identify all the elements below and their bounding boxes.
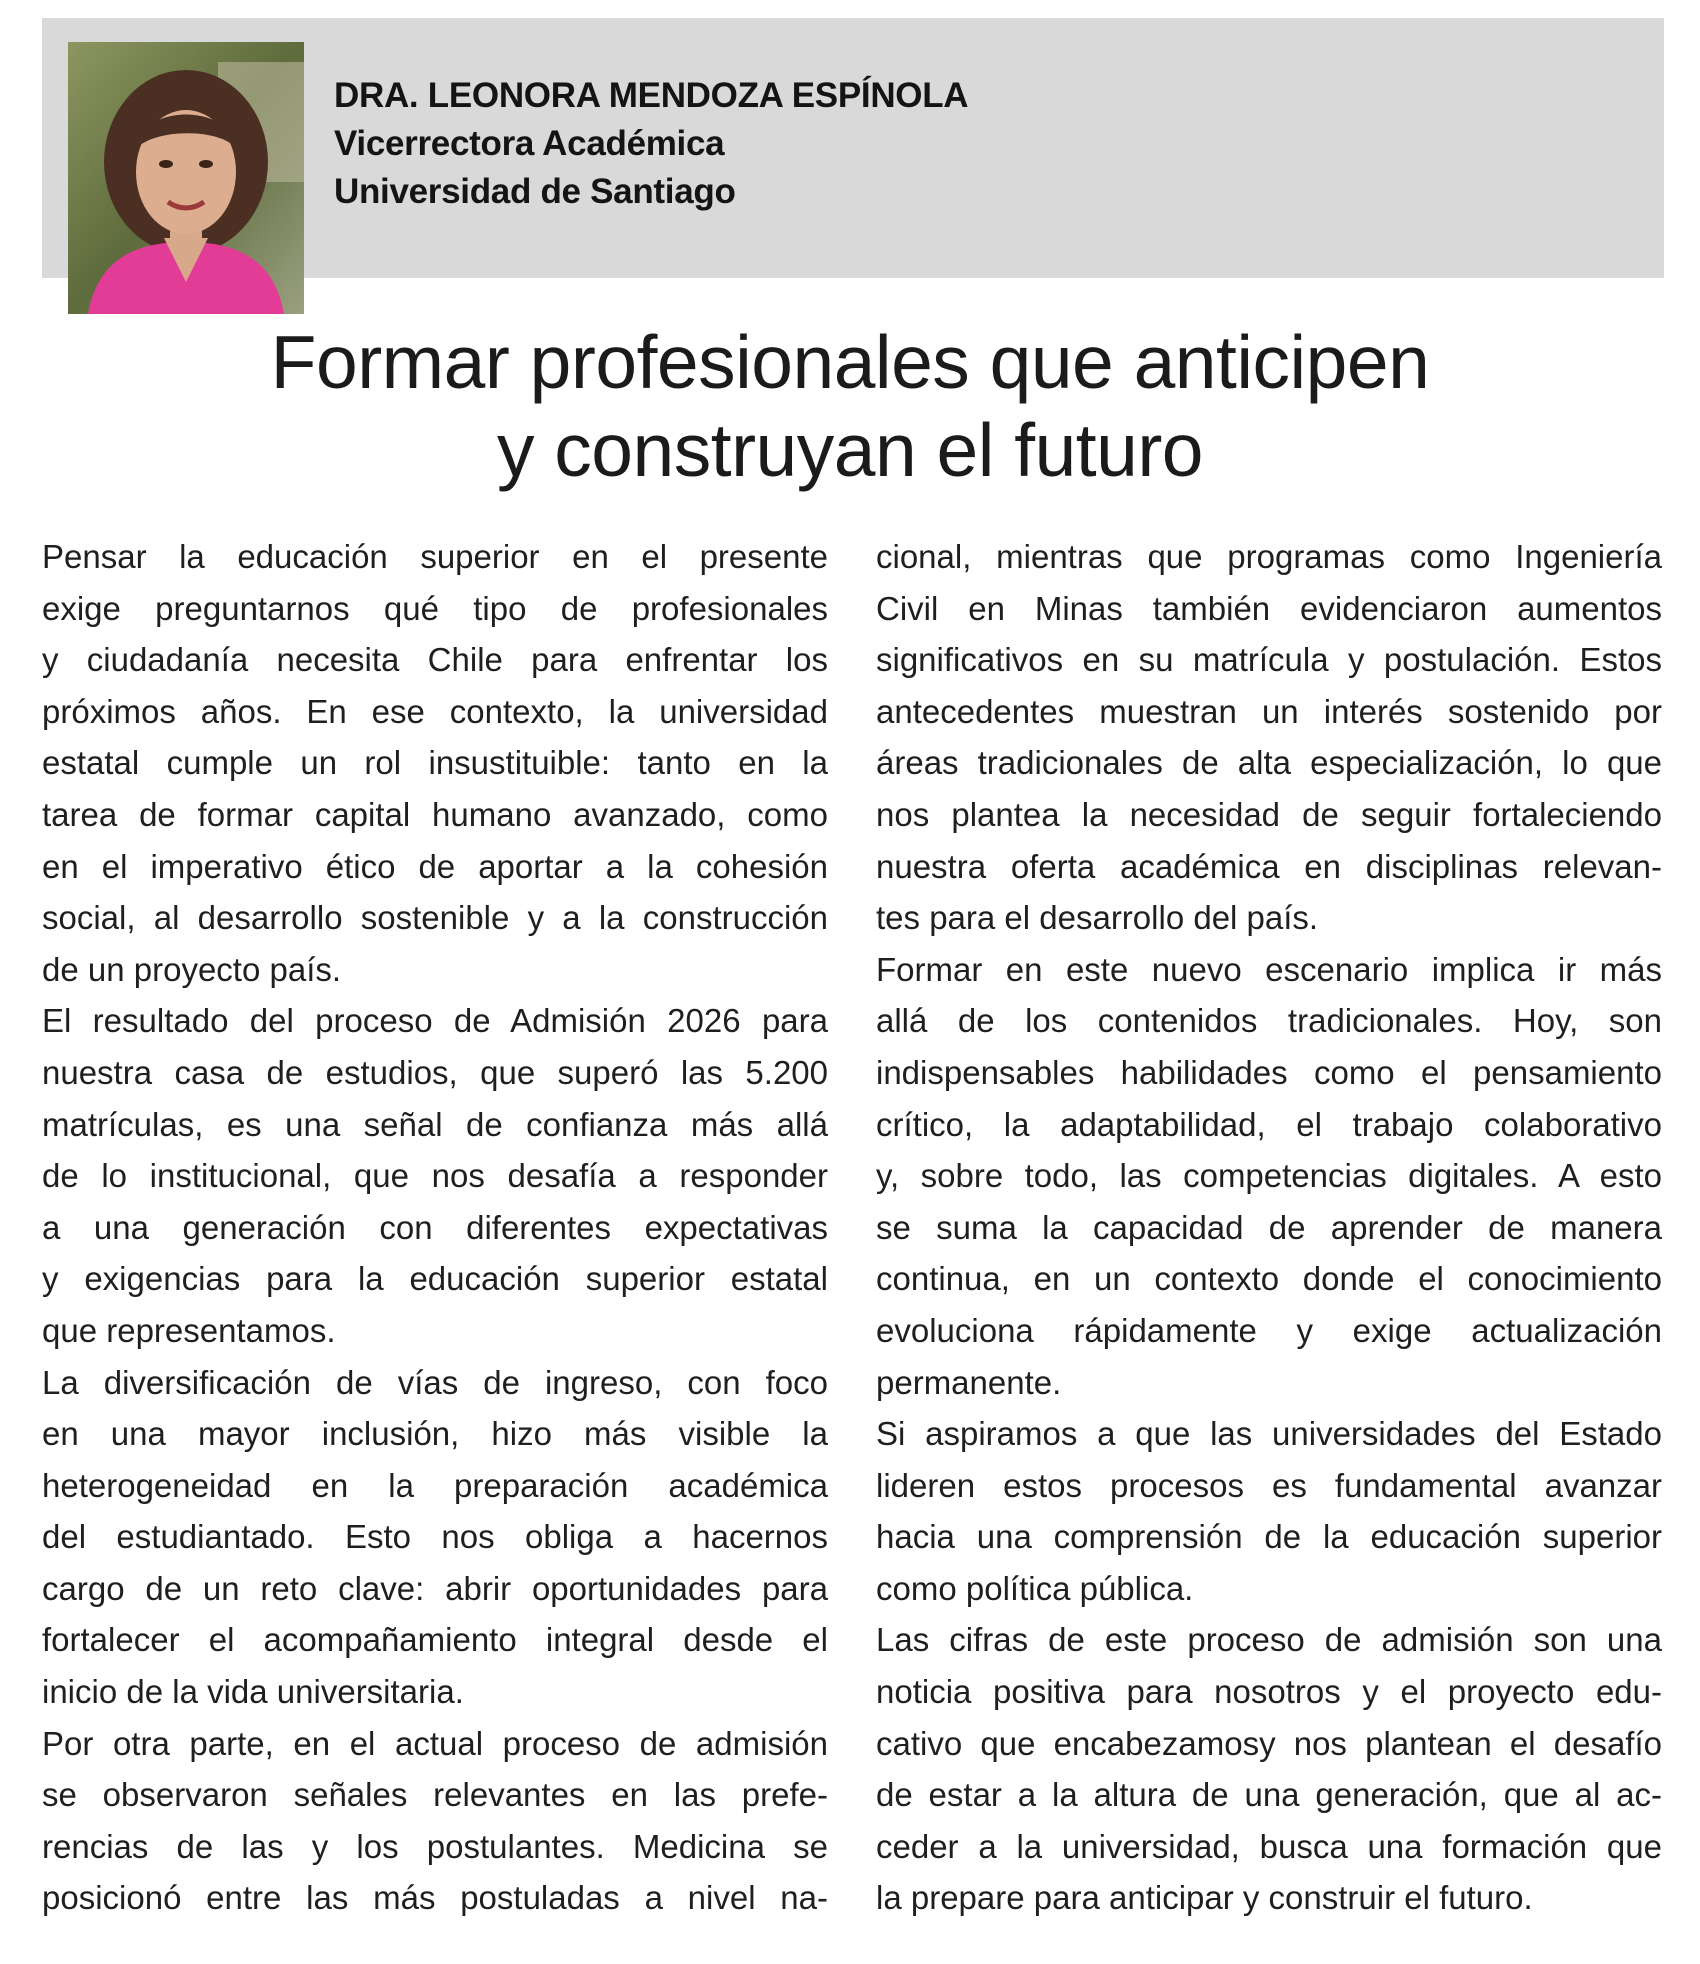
headline-line-2: y construyan el futuro [496,408,1204,492]
article-text-line: matrículas, es una señal de confianza más allá [42,1105,828,1143]
article-text-line: de estar a la altura de una generación, que al ac- [876,1776,1662,1814]
article-text-line: fortalecer el acompañamiento integral desde el [42,1621,828,1659]
article-text-line: evoluciona rápidamente y exige actualización [876,1311,1662,1349]
author-institution: Universidad de Santiago [334,172,736,211]
article-text-line: próximos años. En ese contexto, la universidad [42,692,828,730]
article-text-line: rencias de las y los postulantes. Medicina se [42,1827,828,1865]
article-text-line: indispensables habilidades como el pensamiento [876,1053,1662,1091]
article-text-line: de lo institucional, que nos desafía a responder [42,1157,828,1195]
article-text-line: la prepare para anticipar y construir el futuro. [876,1879,1533,1917]
article-text-line: La diversificación de vías de ingreso, con foco [42,1363,828,1401]
article-text-line: y ciudadanía necesita Chile para enfrentar los [42,641,828,679]
article-text-line: estatal cumple un rol insustituible: tanto en la [42,744,828,782]
article-text-line: Pensar la educación superior en el presente [42,538,828,575]
article-text-line: Si aspiramos a que las universidades del Estado [876,1415,1662,1453]
article-text-line: Formar en este nuevo escenario implica ir más [876,950,1662,988]
article-text-line: permanente. [876,1363,1062,1401]
article-text-line: social, al desarrollo sostenible y a la construcción [42,899,828,937]
article-text-line: Por otra parte, en el actual proceso de admisión [42,1724,828,1762]
article-text-line: que representamos. [42,1311,336,1349]
article-text-line: crítico, la adaptabilidad, el trabajo colaborativo [876,1105,1662,1143]
article-text-line: como política pública. [876,1569,1194,1607]
article-text-line: significativos en su matrícula y postulación. Estos [876,641,1662,679]
article-text-line: inicio de la vida universitaria. [42,1673,464,1711]
article-text-line: antecedentes muestran un interés sostenido por [876,692,1662,730]
article-text-line: Civil en Minas también evidenciaron aumentos [876,589,1662,627]
article-text-line: continua, en un contexto donde el conocimiento [876,1260,1662,1298]
article-column-left [42,531,828,1924]
author-role: Vicerrectora Académica [334,124,725,163]
article-text-line: en el imperativo ético de aportar a la cohesión [42,847,828,885]
article-text-line: y, sobre todo, las competencias digitales. A esto [876,1157,1662,1195]
author-info [334,72,968,216]
article-text-line: a una generación con diferentes expectativas [42,1208,828,1246]
article-text-line: de un proyecto país. [42,950,342,988]
article-text-line: exige preguntarnos qué tipo de profesionales [42,589,828,627]
article-text-line: noticia positiva para nosotros y el proyecto edu- [876,1673,1662,1711]
article-column-right [876,531,1662,1924]
author-name: DRA. LEONORA MENDOZA ESPÍNOLA [334,76,969,115]
article-text-line: nuestra oferta académica en disciplinas relevan- [876,847,1662,885]
author-portrait-image [68,42,304,314]
article-text-line: ceder a la universidad, busca una formación que [876,1827,1662,1865]
article-text-line: nos plantea la necesidad de seguir fortaleciendo [876,795,1662,833]
article-text-line: en una mayor inclusión, hizo más visible la [42,1415,828,1453]
article-text-line: hacia una comprensión de la educación superior [876,1518,1662,1556]
article-headline [0,318,1700,494]
article-text-line: lideren estos procesos es fundamental avanzar [876,1466,1662,1504]
article-text-line: del estudiantado. Esto nos obliga a hacernos [42,1518,828,1556]
article-text-line: tarea de formar capital humano avanzado, como [42,795,828,833]
article-text-line: El resultado del proceso de Admisión 2026 para [42,1002,828,1040]
article-text-line: posicionó entre las más postuladas a nivel na- [42,1879,828,1917]
author-photo [68,42,304,314]
article-text-line: se suma la capacidad de aprender de manera [876,1208,1662,1246]
article-text-line: heterogeneidad en la preparación académica [42,1466,828,1504]
article-text-line: tes para el desarrollo del país. [876,899,1319,937]
article-text-line: cargo de un reto clave: abrir oportunidades para [42,1569,828,1607]
article-text-line: cativo que encabezamosy nos plantean el desafío [876,1724,1662,1762]
article-text-line: nuestra casa de estudios, que superó las 5.200 [42,1053,828,1091]
article-text-line: cional, mientras que programas como Ingeniería [876,538,1662,575]
headline-line-1: Formar profesionales que anticipen [270,320,1430,404]
article-text-line: Las cifras de este proceso de admisión son una [876,1621,1662,1659]
article-text-line: se observaron señales relevantes en las prefe- [42,1776,828,1814]
article-text-line: y exigencias para la educación superior estatal [42,1260,828,1298]
article-text-line: áreas tradicionales de alta especialización, lo que [876,744,1662,782]
article-text-line: allá de los contenidos tradicionales. Hoy, son [876,1002,1662,1040]
